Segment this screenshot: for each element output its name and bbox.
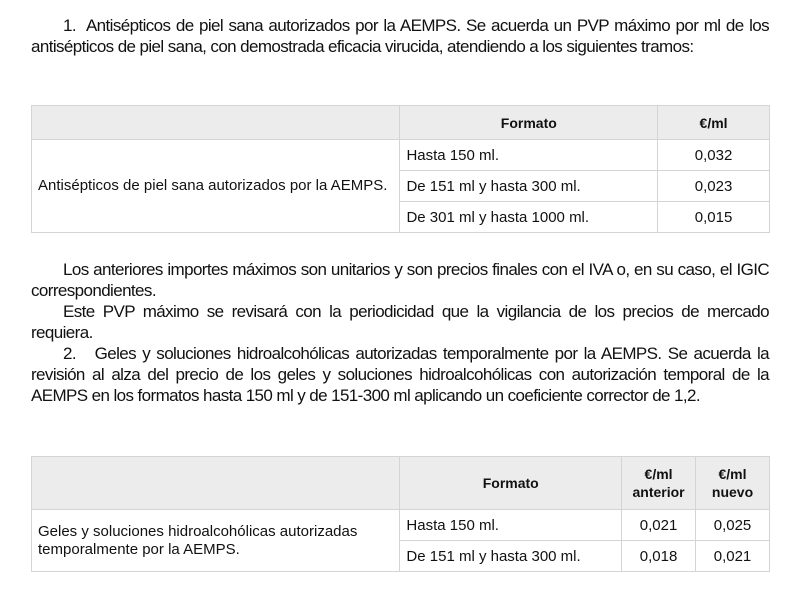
section-1-number: 1. (63, 16, 76, 35)
gels-price-table (31, 456, 770, 572)
header-price-nuevo (696, 457, 770, 510)
header-category (32, 457, 400, 510)
note-text: Este PVP máximo se revisará con la periodicidad que la vigilancia de los precios de mercado requiera. (31, 302, 769, 342)
price-nuevo-cell: 0,021 (696, 541, 770, 572)
table-header-row (32, 457, 770, 510)
note-paragraph (31, 301, 769, 343)
section-1-text: Antisépticos de piel sana autorizados por la AEMPS. Se acuerda un PVP máximo por ml de los antisépticos de piel sana, con demostrada eficacia virucida, atendiendo a los siguientes tramos: (31, 16, 769, 56)
table-header-row (32, 106, 770, 140)
formato-cell: De 151 ml y hasta 300 ml. (400, 541, 622, 572)
header-formato: Formato (400, 106, 658, 140)
header-price: €/ml (658, 106, 770, 140)
section-2-paragraph (31, 343, 769, 406)
price-cell: 0,032 (658, 140, 770, 171)
header-line: €/ml (644, 466, 673, 482)
category-cell: Geles y soluciones hidroalcohólicas autorizadas temporalmente por la AEMPS. (32, 510, 400, 572)
price-cell: 0,015 (658, 202, 770, 233)
price-nuevo-cell: 0,025 (696, 510, 770, 541)
price-anterior-cell: 0,018 (622, 541, 696, 572)
section-2-number: 2. (63, 344, 76, 363)
note-text: Los anteriores importes máximos son unitarios y son precios finales con el IVA o, en su caso, el IGIC correspondientes. (31, 260, 769, 300)
formato-cell: Hasta 150 ml. (400, 140, 658, 171)
header-line: nuevo (711, 484, 754, 500)
note-paragraph (31, 259, 769, 301)
header-formato: Formato (400, 457, 622, 510)
price-cell: 0,023 (658, 171, 770, 202)
formato-cell: De 301 ml y hasta 1000 ml. (400, 202, 658, 233)
table-row (32, 510, 770, 541)
section-2-text: Geles y soluciones hidroalcohólicas autorizadas temporalmente por la AEMPS. Se acuerda la revisión al alza del precio de los geles y soluciones hidroalcohólicas con autorización temporal de la AEMPS en los formatos hasta 150 ml y de 151-300 ml aplicando un coeficiente corrector de 1,2. (31, 344, 769, 405)
header-line: €/ml (718, 466, 747, 482)
header-price-anterior (622, 457, 696, 510)
table-row (32, 140, 770, 171)
antiseptics-price-table (31, 105, 770, 233)
notes-block (31, 259, 769, 406)
price-anterior-cell: 0,021 (622, 510, 696, 541)
header-category (32, 106, 400, 140)
section-1-paragraph (31, 15, 769, 57)
category-cell: Antisépticos de piel sana autorizados por la AEMPS. (32, 140, 400, 233)
header-line: anterior (632, 484, 685, 500)
formato-cell: Hasta 150 ml. (400, 510, 622, 541)
formato-cell: De 151 ml y hasta 300 ml. (400, 171, 658, 202)
